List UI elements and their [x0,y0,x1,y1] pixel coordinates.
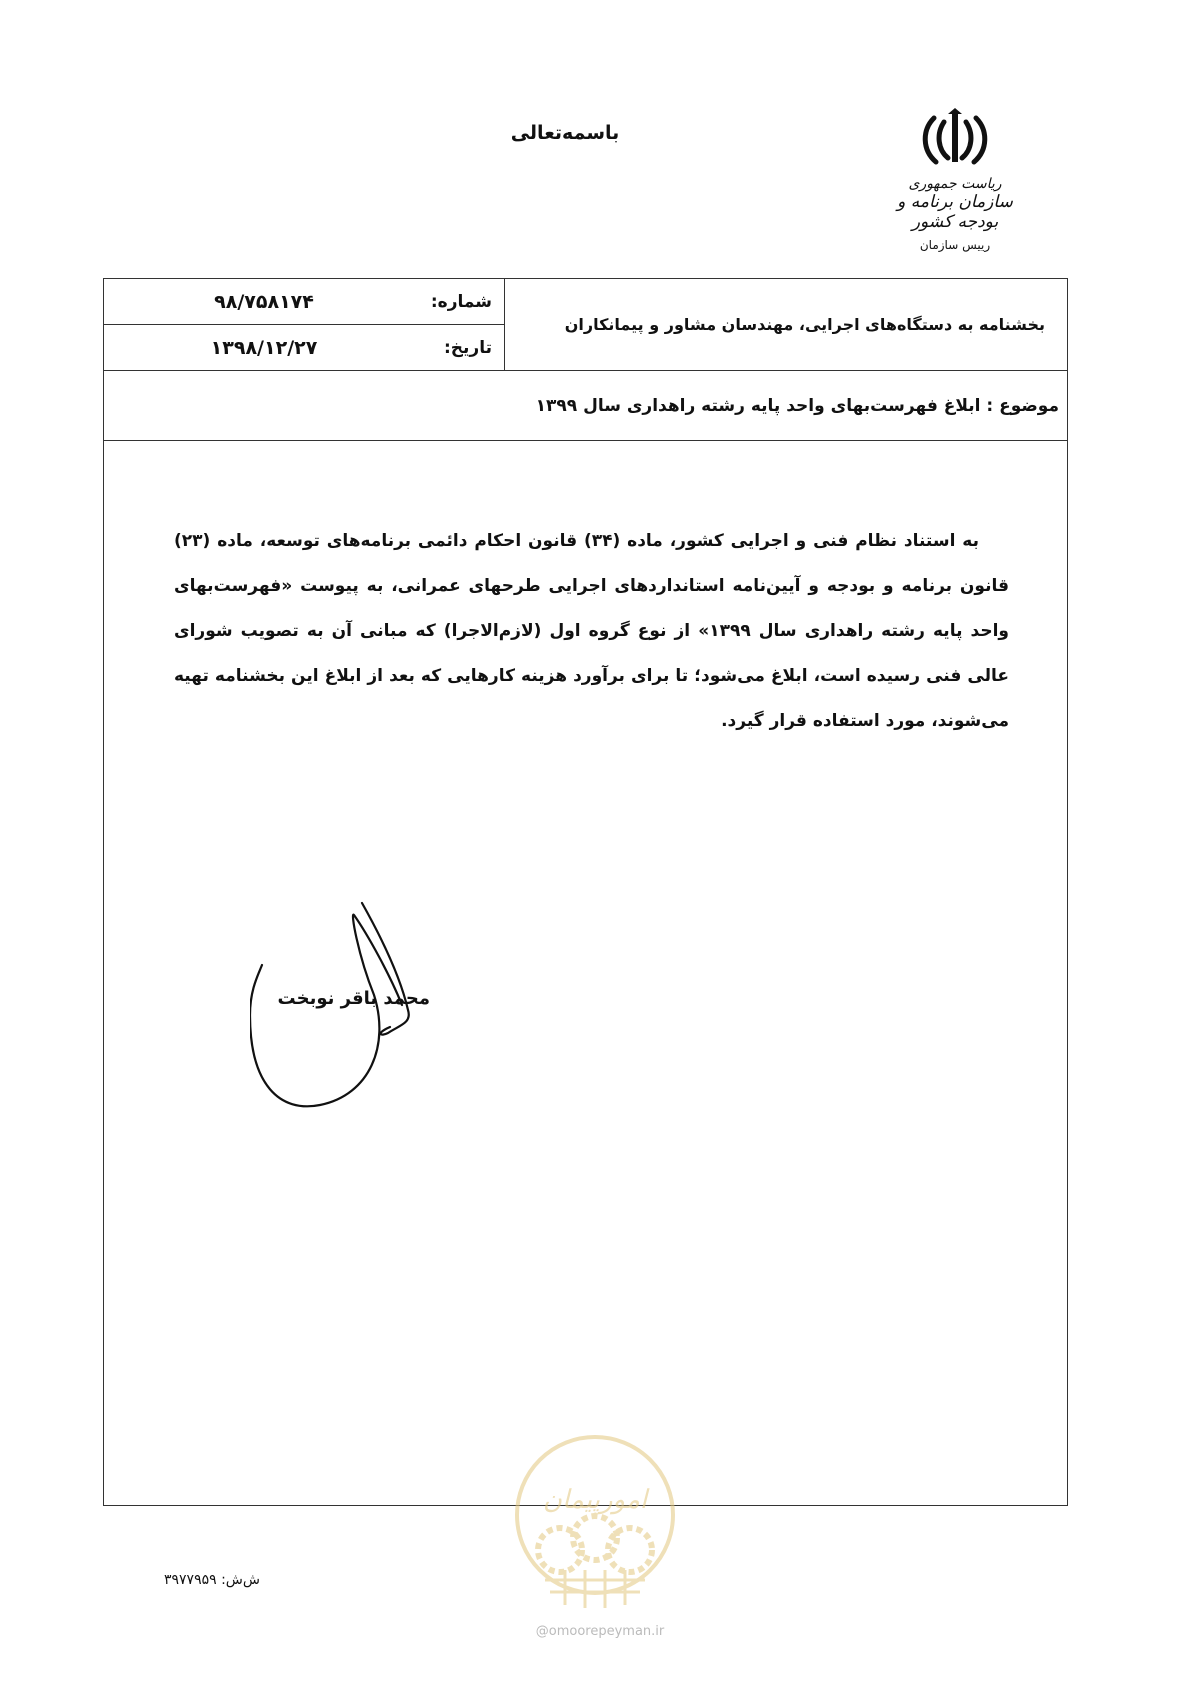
number-label: شماره: [430,291,492,312]
letter-header-row [104,279,1067,371]
org-line-presidency: ریاست جمهوری [908,176,1002,192]
iran-emblem-icon [920,108,990,170]
subject-line: موضوع : ابلاغ فهرست‌بهای واحد پایه رشته راهداری سال ۱۳۹۹ [104,371,1067,441]
number-row [104,279,504,325]
letter-frame [103,278,1068,1506]
org-line-head: رییس سازمان [919,238,991,252]
watermark-text: امورپیمان [542,1485,648,1515]
watermark-seal [505,1430,685,1620]
recipients-cell: بخشنامه به دستگاه‌های اجرایی، مهندسان مشاور و پیمانکاران [504,279,1067,370]
signer-name: محمد باقر نوبخت [277,988,430,1009]
handwritten-signature [250,895,450,1135]
watermark-url: @omoorepeyman.ir [535,1624,665,1639]
org-line-organization: سازمان برنامه و بودجه کشور [897,192,1013,232]
meta-cell [104,279,504,370]
date-row [104,325,504,370]
date-label: تاریخ: [444,337,492,358]
letter-body: به استناد نظام فنی و اجرایی کشور، ماده (۳۴) قانون احکام دائمی برنامه‌های توسعه، ماده (۲۳) قانون برنامه و بودجه و آیین‌نامه استانداردهای اجرایی طرحهای عمرانی، به پیوست «فهرست‌بهای واحد پایه رشته راهداری سال ۱۳۹۹» از نوع گروه اول (لازم‌الاجرا) که مبانی آن به تصویب شورای عالی فنی رسیده است، ابلاغ می‌شود؛ تا برای برآورد هزینه کارهایی که بعد از ابلاغ این بخشنامه تهیه می‌شوند، مورد استفاده قرار گیرد. [174,531,1009,731]
footer-reference-code: ش‌ش: ۳۹۷۷۹۵۹ [164,1572,260,1588]
date-value: ۱۳۹۸/۱۲/۲۷ [210,336,318,359]
number-value: ۹۸/۷۵۸۱۷۴ [214,290,314,313]
bismillah-heading: باسمه‌تعالی [510,122,620,144]
org-emblem-block [880,108,1030,278]
